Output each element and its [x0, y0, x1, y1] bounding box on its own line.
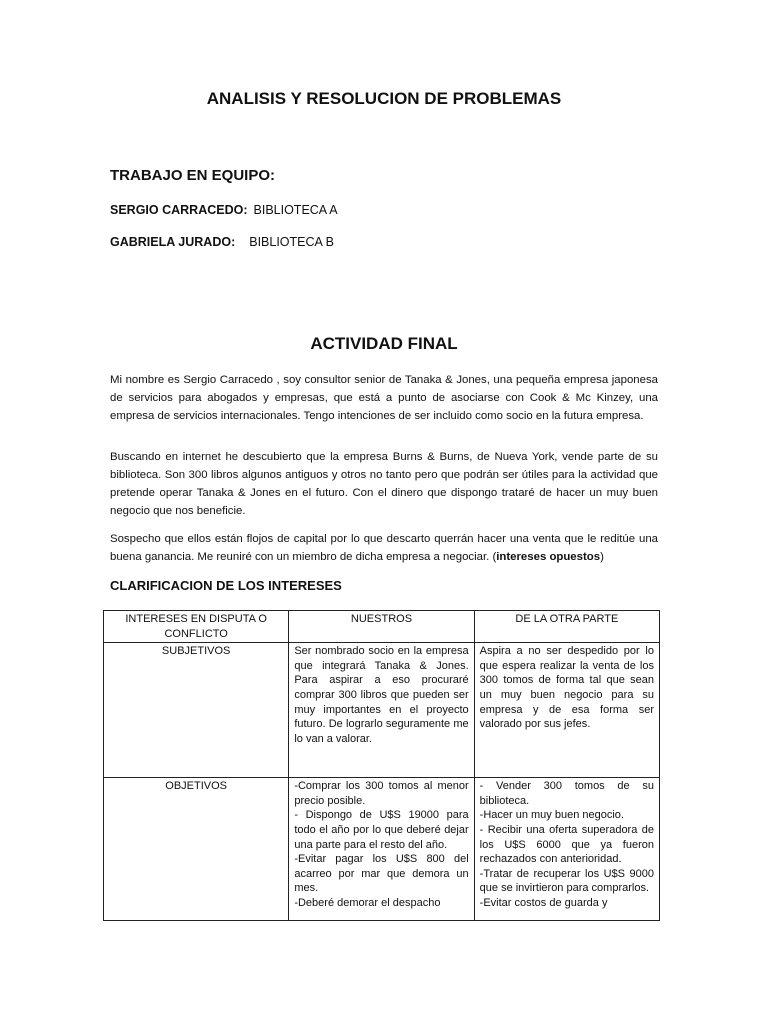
- list-item: -Tratar de recuperar los U$S 9000 que se invirtieron para comprarlos.: [479, 867, 654, 895]
- member-library: BIBLIOTECA B: [249, 235, 334, 249]
- column-header: DE LA OTRA PARTE: [474, 611, 659, 643]
- member-library: BIBLIOTECA A: [253, 203, 338, 217]
- paragraph-text: Sospecho que ellos están flojos de capital por lo que descarto querrán hacer una venta que le reditúe una buena ganancia. Me reuniré con un miembro de dicha empresa a negociar. (: [110, 533, 658, 563]
- activity-heading: ACTIVIDAD FINAL: [310, 334, 458, 353]
- table-row: [104, 643, 660, 778]
- document-title: ANALISIS Y RESOLUCION DE PROBLEMAS: [206, 89, 562, 108]
- paragraph-search: Buscando en internet he descubierto que la empresa Burns & Burns, de Nueva York, vende parte de su biblioteca. Son 300 libros algunos antiguos y otros no tanto pero que podrán ser útiles para la actividad que pretende operar Tanaka & Jones en el futuro. Con el dinero que dispongo trataré de hacer un muy buen negocio que nos beneficie.: [110, 451, 658, 517]
- list-item: -Evitar costos de guarda y: [479, 896, 608, 909]
- row-label: OBJETIVOS: [104, 778, 289, 921]
- cell-nuestros: Ser nombrado socio en la empresa que integrará Tanaka & Jones. Para aspirar a eso procuraré comprar 300 libros que pueden ser muy importantes en el proyecto futuro. De lograrlo seguramente me lo van a valorar.: [289, 643, 474, 778]
- table-row: [104, 778, 660, 921]
- row-label: SUBJETIVOS: [104, 643, 289, 778]
- team-member-1: [110, 203, 338, 217]
- paragraph-close: ): [600, 551, 604, 563]
- cell-nuestros: [289, 778, 474, 921]
- member-name: GABRIELA JURADO:: [110, 235, 236, 249]
- list-item: - Vender 300 tomos de su biblioteca.: [479, 780, 654, 807]
- column-header: INTERESES EN DISPUTA O CONFLICTO: [104, 611, 289, 643]
- column-header: NUESTROS: [289, 611, 474, 643]
- clarification-heading: CLARIFICACION DE LOS INTERESES: [110, 578, 342, 593]
- team-member-2: [110, 235, 334, 249]
- list-item: - Dispongo de U$S 19000 para todo el año por lo que deberé dejar una parte para el resto del año.: [294, 809, 469, 851]
- cell-otra-parte: [474, 778, 659, 921]
- cell-otra-parte: Aspira a no ser despedido por lo que espera realizar la venta de los 300 tomos de forma tal que sean un muy buen negocio para su empresa y de esa forma ser valorado por sus jefes.: [474, 643, 659, 778]
- table-header-row: [104, 611, 660, 643]
- member-name: SERGIO CARRACEDO:: [110, 203, 248, 217]
- list-item: - Recibir una oferta superadora de los U$S 6000 que ya fueron rechazados con anterioridad.: [479, 823, 654, 866]
- paragraph-intro: Mi nombre es Sergio Carracedo , soy consultor senior de Tanaka & Jones, una pequeña empresa japonesa de servicios para abogados y empresas, que está a punto de asociarse con Cook & Mc Kinzey, una empresa de servicios internacionales. Tengo intenciones de ser incluido como socio en la futura empresa.: [110, 374, 658, 422]
- list-item: -Comprar los 300 tomos al menor precio posible.: [294, 780, 469, 807]
- paragraph-suspicion: [110, 530, 658, 566]
- interests-table: [103, 610, 660, 921]
- team-heading: TRABAJO EN EQUIPO:: [110, 167, 276, 184]
- list-item: -Deberé demorar el despacho: [294, 896, 441, 909]
- opposed-interests-label: intereses opuestos: [496, 551, 601, 563]
- list-item: -Evitar pagar los U$S 800 del acarreo por mar que demora un mes.: [294, 853, 469, 895]
- list-item: -Hacer un muy buen negocio.: [479, 809, 624, 822]
